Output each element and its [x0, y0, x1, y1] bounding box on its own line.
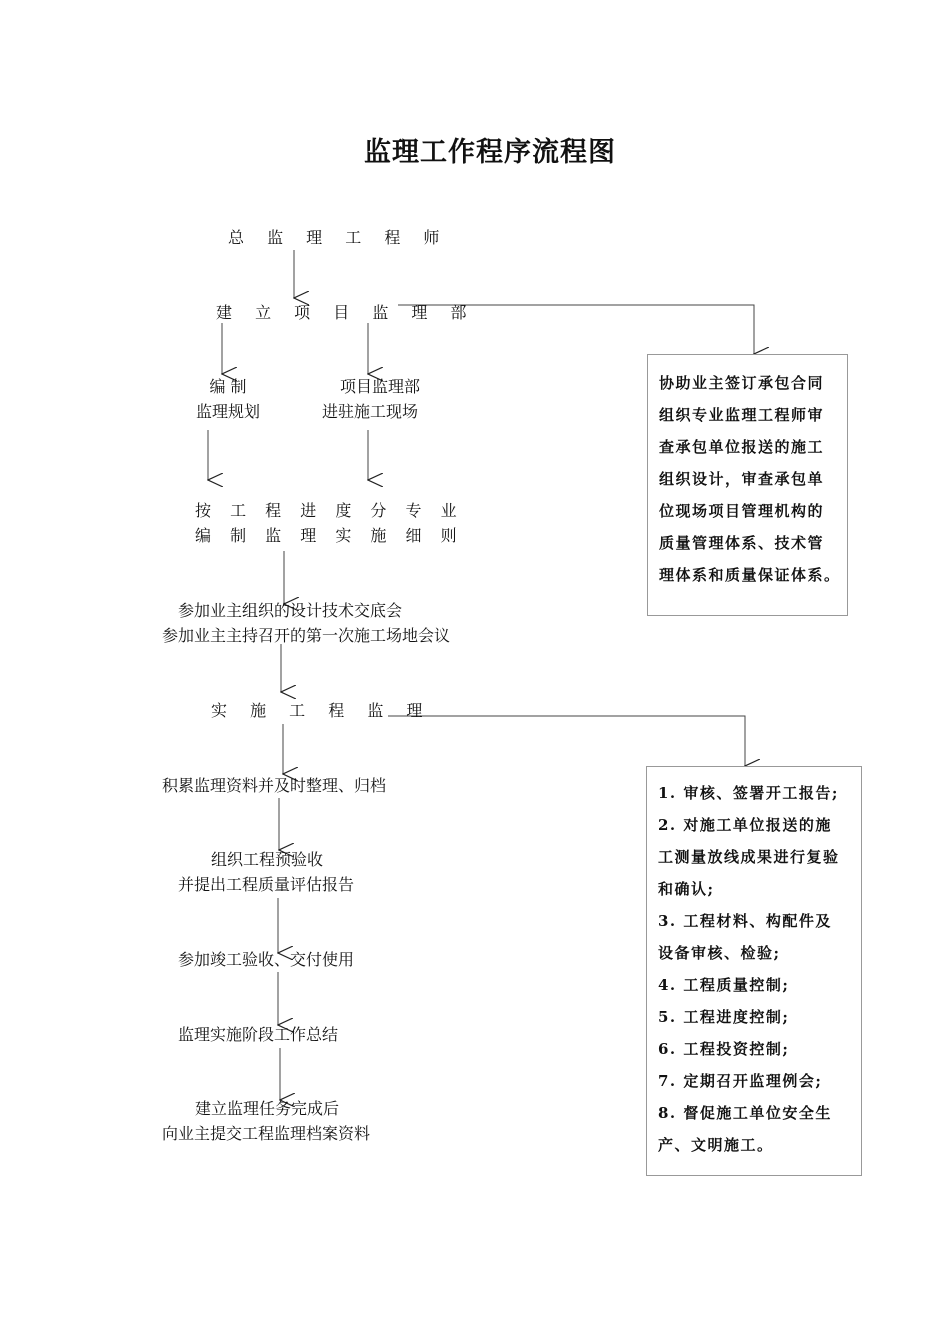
details-node	[195, 498, 464, 548]
meeting-node-line2: 参加业主主持召开的第一次施工场地会议	[162, 626, 451, 645]
box1-line: 查承包单位报送的施工	[659, 438, 825, 456]
box2-line: 1. 审核、签署开工报告;	[658, 784, 839, 802]
box1-line: 质量管理体系、技术管	[659, 534, 825, 552]
box2-line: 8. 督促施工单位安全生	[658, 1104, 832, 1122]
pre-acceptance-node	[178, 847, 354, 897]
page-title: 监理工作程序流程图	[364, 137, 616, 168]
box2-line: 产、文明施工。	[658, 1136, 774, 1154]
box2-line: 2. 对施工单位报送的施	[658, 816, 832, 834]
box2-line: 设备审核、检验;	[658, 944, 781, 962]
box2-line: 3. 工程材料、构配件及	[658, 912, 832, 930]
box2-line: 4. 工程质量控制;	[658, 976, 790, 994]
box2-line: 6. 工程投资控制;	[658, 1040, 790, 1058]
chief-engineer-node: 总 监 理 工 程 师	[228, 228, 449, 247]
box2-line: 5. 工程进度控制;	[658, 1008, 790, 1026]
summary-node: 监理实施阶段工作总结	[178, 1025, 339, 1044]
supervision-tasks-box	[646, 766, 862, 1176]
box1-line: 位现场项目管理机构的	[659, 502, 825, 520]
plan-node	[188, 374, 268, 424]
arrow-implement-to-box2	[388, 716, 745, 766]
box2-line: 7. 定期召开监理例会;	[658, 1072, 823, 1090]
plan-node-line2: 监理规划	[195, 402, 260, 421]
enter-site-line2: 进驻施工现场	[321, 402, 418, 421]
box1-line: 理体系和质量保证体系。	[659, 566, 841, 584]
enter-site-node	[310, 374, 430, 424]
details-node-line2: 编 制 监 理 实 施 细 则	[195, 526, 464, 545]
meeting-node	[162, 598, 450, 648]
pre-acceptance-line1: 组织工程预验收	[211, 850, 324, 869]
implement-node: 实 施 工 程 监 理	[211, 701, 432, 720]
pre-acceptance-line2: 并提出工程质量评估报告	[178, 875, 355, 894]
meeting-node-line1: 参加业主组织的设计技术交底会	[178, 601, 403, 620]
completion-node: 参加竣工验收、交付使用	[178, 950, 355, 969]
handover-line1: 建立监理任务完成后	[195, 1099, 340, 1118]
box1-line: 协助业主签订承包合同	[659, 374, 825, 392]
handover-node	[162, 1096, 370, 1146]
details-node-line1: 按 工 程 进 度 分 专 业	[195, 501, 464, 520]
setup-department-node: 建 立 项 目 监 理 部	[216, 303, 476, 322]
box2-line: 工测量放线成果进行复验	[658, 848, 840, 866]
box1-line: 组织设计，审查承包单	[659, 470, 825, 488]
handover-line2: 向业主提交工程监理档案资料	[162, 1124, 371, 1143]
archive-node: 积累监理资料并及时整理、归档	[162, 776, 387, 795]
enter-site-line1: 项目监理部	[339, 377, 420, 396]
contract-assistance-box	[647, 354, 848, 616]
plan-node-line1: 编 制	[209, 377, 247, 396]
box1-line: 组织专业监理工程师审	[659, 406, 825, 424]
box2-line: 和确认;	[658, 880, 715, 898]
